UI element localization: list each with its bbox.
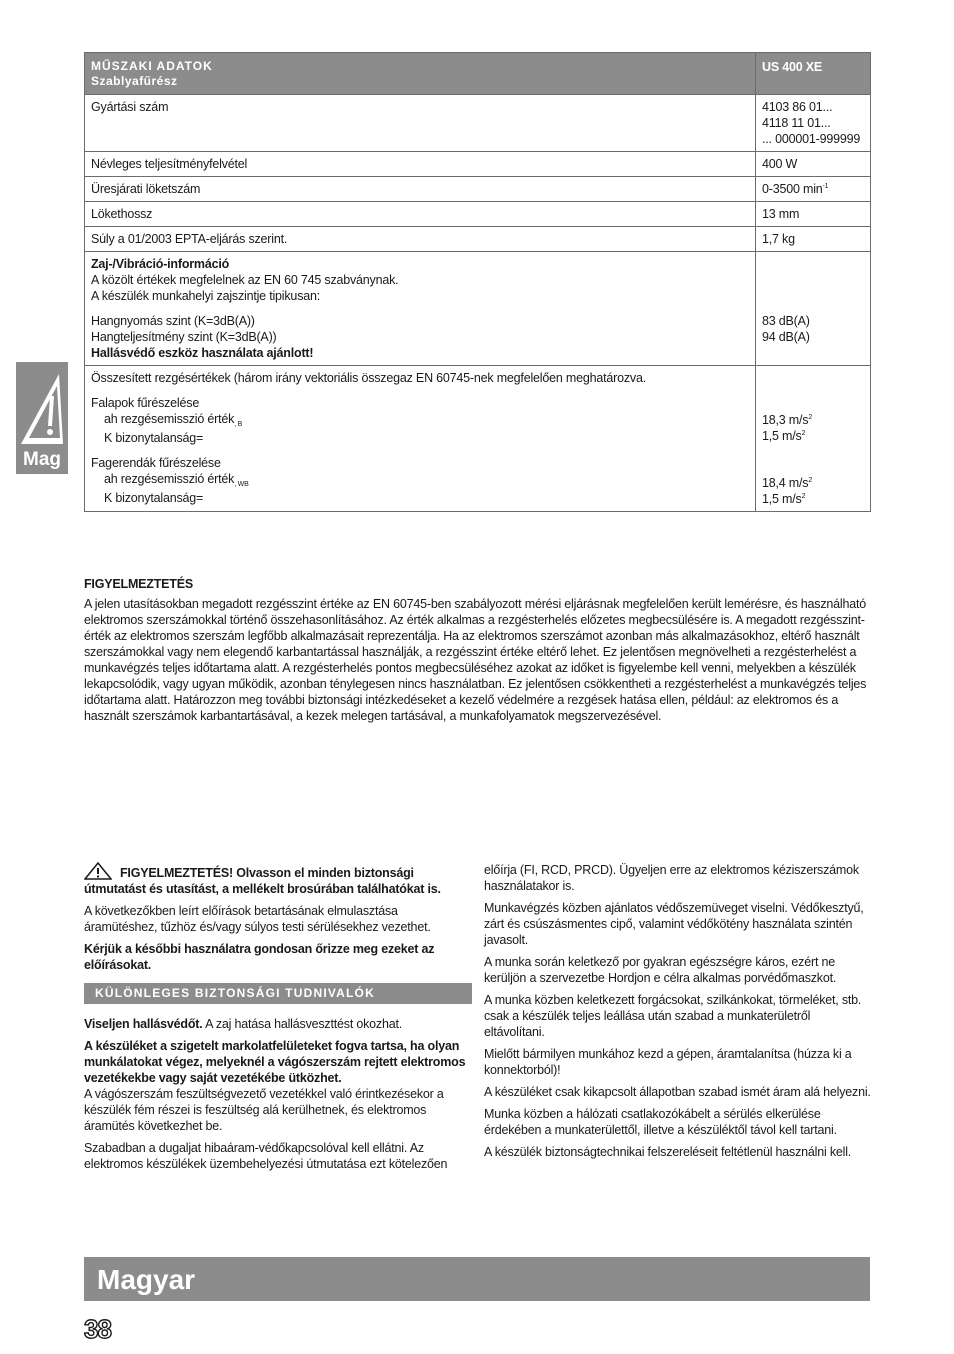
model-cell (756, 53, 871, 95)
beams-emission-value: 18,4 m/s (762, 475, 809, 490)
boards-emission-value: 18,3 m/s (762, 412, 809, 427)
insulated-grip-bold: A készüléket a szigetelt markolatfelületeket fogva tartsa, ha olyan munkálatokat végez, melyeknél a vágószerszám rejtett elektromos vezetékekbe vagy saját vezetékébe ütközhet. (84, 1039, 466, 1086)
side-tab-label: Mag (23, 448, 61, 470)
serial-label: Gyártási szám (91, 99, 169, 114)
stroke-rate-exponent: -1 (822, 182, 829, 190)
boards-uncertainty-value: 1,5 m/s (762, 428, 802, 443)
table-header-subtitle: Szablyafűrész (91, 74, 178, 89)
noise-info-title: Zaj-/Vibráció-információ (91, 256, 230, 271)
safety-left-column (84, 862, 472, 1178)
hearing-protection-bold: Viseljen hallásvédőt. (84, 1017, 203, 1032)
sound-pressure-value: 83 dB(A) (762, 313, 810, 328)
power-value: 400 W (762, 156, 798, 171)
power-label: Névleges teljesítményfelvétel (91, 156, 248, 171)
technical-data-table (84, 52, 871, 512)
boards-sawing-title: Falapok fűrészelése (91, 395, 200, 410)
cable-text: Munka közben a hálózati csatlakozókábelt a sérülés elkerülése érdekében a munkaterülettől, illetve a készüléktől távol kell tartani. (484, 1107, 837, 1137)
insulated-grip-text: A vágószerszám feszültségvezető vezetékkel való érintkezésekor a készülék fém részei is feszültség alá kerülhetnek, és elektromos áramütés következhet be. (84, 1087, 444, 1134)
rcd-text-end: előírja (FI, RCD, PRCD). Ügyeljen erre az elektromos kéziszerszámok használatakor is. (484, 863, 859, 893)
boards-emission-subscript: , B (234, 420, 243, 428)
hearing-protection-rest: A zaj hatása hallásveszttést okozhat. (202, 1017, 403, 1032)
vibration-intro: Összesített rezgésértékek (három irány vektoriális összegaz EN 60745-nek megfelelően meghatározva. (91, 370, 646, 385)
table-header-title: MŰSZAKI ADATOK (91, 59, 213, 73)
vibration-warning (84, 576, 874, 724)
stroke-length-label: Lökethossz (91, 206, 153, 221)
beams-emission-label: ah rezgésemisszió érték (104, 471, 235, 486)
stroke-length-value: 13 mm (762, 206, 800, 221)
page-number: 38 (84, 1314, 111, 1344)
beams-sawing-title: Fagerendák fűrészelése (91, 455, 221, 470)
table-header-row (85, 53, 871, 95)
unit-exponent: 2 (801, 429, 806, 437)
unit-exponent: 2 (808, 476, 813, 484)
table-row (85, 226, 871, 251)
hearing-protection-paragraph (84, 1016, 472, 1032)
beams-uncertainty-value: 1,5 m/s (762, 491, 802, 506)
safety-right-column (484, 862, 874, 1166)
beams-emission-subscript: , WB (234, 480, 249, 488)
warning-triangle-icon (84, 862, 112, 880)
serial-value-2: 4118 11 01... (762, 115, 831, 130)
weight-label: Súly a 01/2003 EPTA-eljárás szerint. (91, 231, 288, 246)
noise-info-row (85, 251, 871, 365)
ppe-text: Munkavégzés közben ajánlatos védőszemüveget viselni. Védőkesztyű, zárt és csúszásmentes cipő, valamint védőkötény használata szintén javasolt. (484, 901, 864, 947)
special-safety-section-title: KÜLÖNLEGES BIZTONSÁGI TUDNIVALÓK (84, 983, 472, 1004)
safety-equipment-text: A készülék biztonságtechnikai felszereléseit feltétlenül használni kell. (484, 1145, 852, 1159)
table-row (85, 176, 871, 201)
table-row (85, 151, 871, 176)
table-header-title-cell (85, 53, 756, 95)
general-warning-text: A következőkben leírt előírások betartásának elmulasztása áramütéshez, tűzhöz és/vagy súlyos testi sérülésekhez vezethet. (84, 904, 431, 934)
serial-value-3: ... 000001-999999 (762, 131, 861, 146)
boards-uncertainty-label: K bizonytalanság= (104, 430, 204, 445)
sound-power-label: Hangteljesítmény szint (K=3dB(A)) (91, 329, 277, 344)
sound-power-value: 94 dB(A) (762, 329, 810, 344)
unit-exponent: 2 (801, 492, 806, 500)
dust-text: A munka során keletkező por gyakran egészségre káros, ezért ne kerüljön a szervezetbe Hordjon e célra alkalmas porvédőmaszkot. (484, 955, 837, 985)
vibration-warning-text: A jelen utasításokban megadott rezgésszint értéke az EN 60745-ben szabályozott mérési eljárásnak megfelelően került lemérésre, és használható elektromos szerszámokkal történő összehasonlításához. Az érték alkalmas a rezgésterhelés előzetes megbecsülésére is. A megadott rezgésszint-érték az elektromos szerszám legfőbb alkalmazásait reprezentálja. Ha az elektromos szerszámot azonban más alkalmazásokhoz, eltérő használt szerszámokkal vagy nem elegendő karbantartással használják, a rezgésszint értéke eltérő lehet. Ez jelentősen megnövelheti a rezgésterhelést a munkavégzés teljes időtartama alatt. A rezgésterhelés pontos megbecsüléséhez azokat az időket is figyelembe kell venni, melyekben a készülék lekapcsolódik, vagy ugyan működik, azonban ténylegesen nincs használatban. Ez jelentősen csökkentheti a rezgésterhelést a munkavégzés teljes időtartama alatt. Határozzon meg további biztonsági intézkedéseket a kezelő védelmére a rezgések hatása ellen, például: az elektromos és a használt szerszámok karbantartásával, a kezek melegen tartásával, a munkafolyamatok megszervezésével. (84, 597, 867, 723)
sound-pressure-label: Hangnyomás szint (K=3dB(A)) (91, 313, 255, 328)
table-row (85, 94, 871, 151)
warning-triangle-icon (19, 372, 65, 446)
noise-info-line-1: A közölt értékek megfelelnek az EN 60 745 szabványnak. (91, 272, 399, 287)
table-row (85, 201, 871, 226)
hearing-protection-note: Hallásvédő eszköz használata ajánlott! (91, 345, 314, 360)
rcd-text-start: Szabadban a dugaljat hibaáram-védőkapcsolóval kell ellátni. Az elektromos készülékek üzembehelyezési útmutatása ezt kötelezően (84, 1141, 448, 1172)
vibration-info-row (85, 365, 871, 511)
weight-value: 1,7 kg (762, 231, 795, 246)
stroke-rate-label: Üresjárati löketszám (91, 181, 201, 196)
keep-instructions-text: Kérjük a későbbi használatra gondosan őrizze meg ezeket az előírásokat. (84, 942, 435, 972)
switch-off-text: A készüléket csak kikapcsolt állapotban szabad ismét áram alá helyezni. (484, 1085, 871, 1099)
noise-info-line-2: A készülék munkahelyi zajszintje tipikusan: (91, 288, 321, 303)
boards-emission-label: ah rezgésemisszió érték (104, 411, 235, 426)
section-side-tab (16, 362, 68, 474)
model-name: US 400 XE (762, 60, 823, 74)
language-bar (84, 1257, 870, 1301)
unplug-text: Mielőtt bármilyen munkához kezd a gépen, áramtalanítsa (húzza ki a konnektorból)! (484, 1047, 852, 1077)
vibration-warning-heading: FIGYELMEZTETÉS (84, 577, 194, 591)
general-warning-heading-block (84, 862, 472, 897)
beams-uncertainty-label: K bizonytalanság= (104, 490, 204, 505)
general-warning-heading: FIGYELMEZTETÉS! Olvasson el minden biztonsági útmutatást és utasítást, a mellékelt brosúrában találhatókat is. (84, 866, 441, 896)
serial-value-1: 4103 86 01... (762, 99, 833, 114)
unit-exponent: 2 (808, 413, 813, 421)
stroke-rate-value: 0-3500 min (762, 181, 823, 196)
chips-text: A munka közben keletkezett forgácsokat, szilkánkokat, törmeléket, stb. csak a készülék teljes leállása után szabad a munkaterületről eltávolítani. (484, 993, 862, 1039)
language-label: Magyar (97, 1264, 196, 1295)
